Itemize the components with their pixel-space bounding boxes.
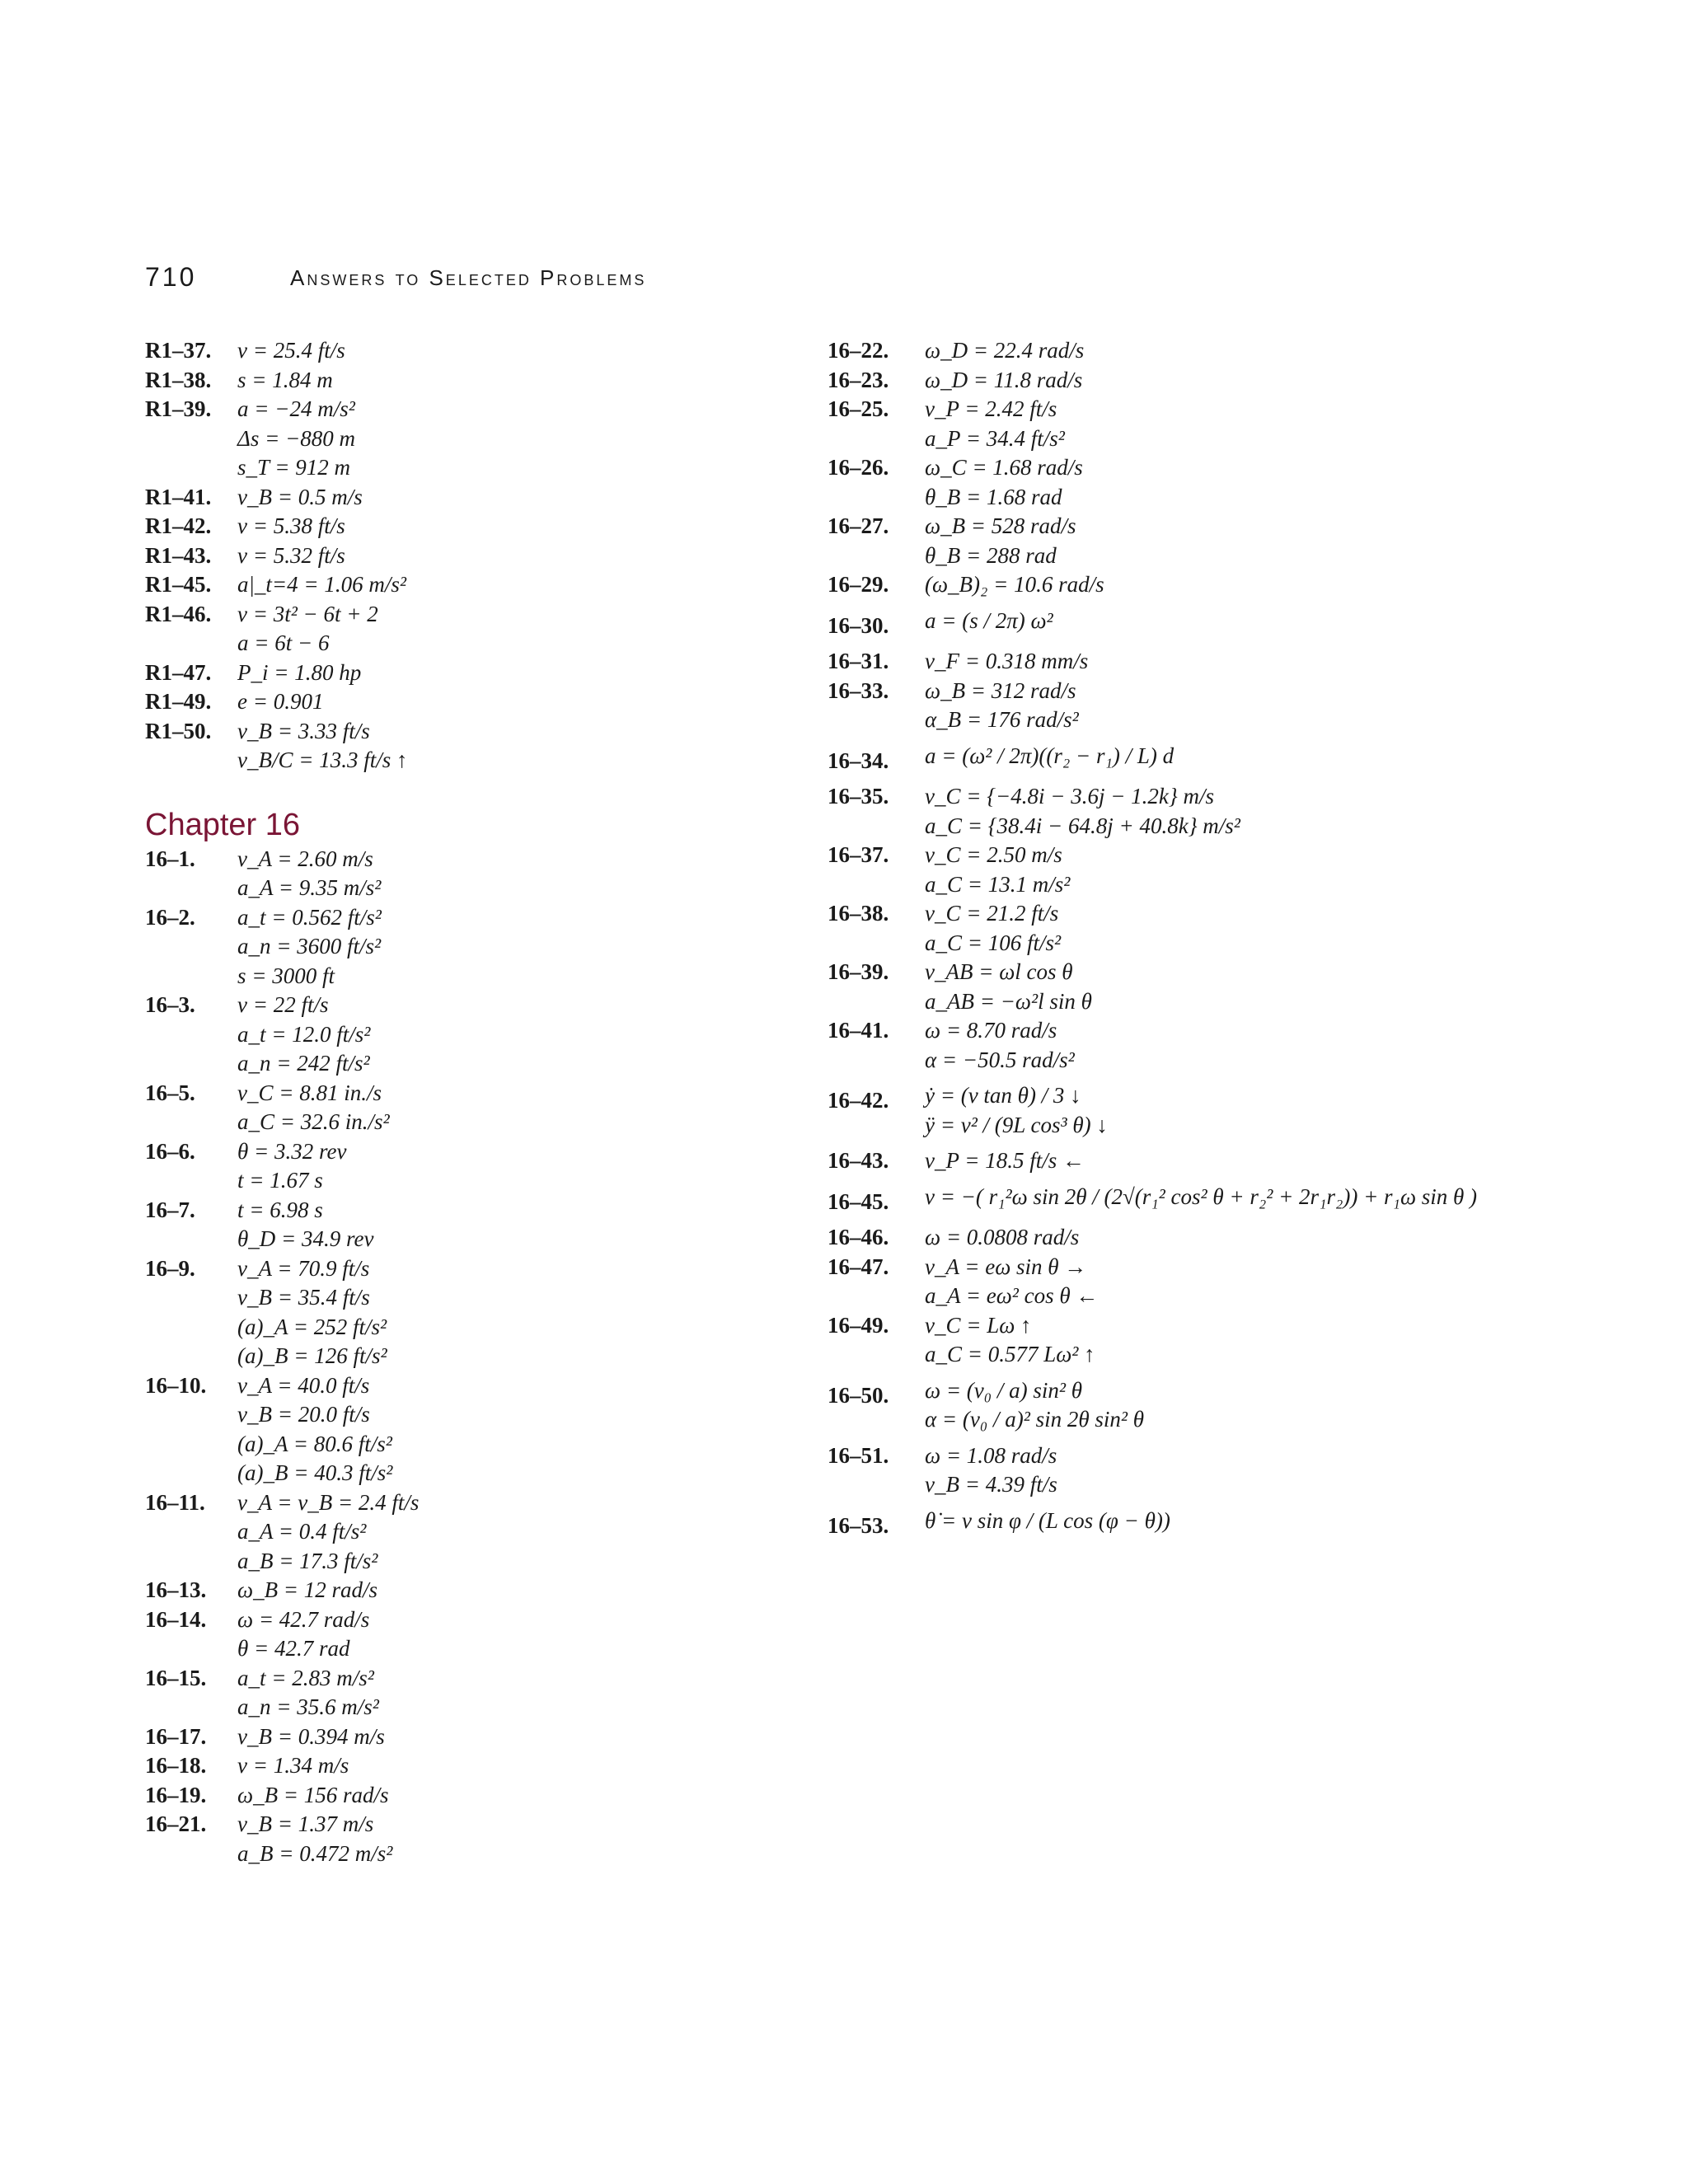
answer-line: v_B = 4.39 ft/s bbox=[925, 1472, 1057, 1497]
answer-line: a_n = 242 ft/s² bbox=[237, 1051, 370, 1076]
answer-lines bbox=[237, 1722, 385, 1752]
answer-line: α = −50.5 rad/s² bbox=[925, 1047, 1075, 1072]
answer-line: θ̇ = v sin φ / (L cos (φ − θ)) bbox=[925, 1507, 1170, 1533]
answer-lines bbox=[925, 453, 1083, 512]
answer-line: a_n = 35.6 m/s² bbox=[237, 1694, 379, 1719]
answer-entry bbox=[828, 336, 1545, 366]
answer-lines bbox=[237, 395, 355, 483]
answer-list-right bbox=[828, 336, 1545, 1547]
answer-line: t = 6.98 s bbox=[237, 1197, 323, 1222]
answer-line: α = (v₀ / a)² sin 2θ sin² θ bbox=[925, 1407, 1144, 1432]
page-number: 710 bbox=[145, 262, 197, 292]
problem-number: 16–53. bbox=[828, 1512, 889, 1538]
answer-entry bbox=[145, 600, 788, 658]
answer-lines bbox=[237, 658, 361, 688]
answer-entry bbox=[145, 366, 788, 396]
answer-lines bbox=[237, 1781, 389, 1811]
answer-line: θ = 42.7 rad bbox=[237, 1636, 350, 1661]
problem-number: 16–21. bbox=[145, 1811, 207, 1836]
answer-lines bbox=[925, 607, 1053, 636]
answer-line: P_i = 1.80 hp bbox=[237, 659, 362, 685]
answer-line: a_P = 34.4 ft/s² bbox=[925, 425, 1065, 451]
answer-line: ÿ = v² / (9L cos³ θ) ↓ bbox=[925, 1112, 1108, 1137]
answer-line: a = (ω² / 2π)((r₂ − r₁) / L) d bbox=[925, 743, 1175, 768]
answer-line: v_A = v_B = 2.4 ft/s bbox=[237, 1489, 420, 1515]
answer-line: ω = 1.08 rad/s bbox=[925, 1442, 1057, 1468]
answer-line: v_B = 35.4 ft/s bbox=[237, 1285, 370, 1310]
problem-number: R1–46. bbox=[145, 601, 212, 626]
answer-line: (a)_B = 40.3 ft/s² bbox=[237, 1460, 393, 1485]
answer-entry bbox=[828, 1223, 1545, 1253]
answer-line: a_A = 9.35 m/s² bbox=[237, 875, 382, 900]
answer-lines bbox=[925, 1146, 1085, 1176]
answer-entry bbox=[145, 687, 788, 717]
answer-entry bbox=[828, 512, 1545, 570]
answer-lines bbox=[237, 541, 345, 571]
answer-line: ẏ = (v tan θ) / 3 ↓ bbox=[925, 1083, 1081, 1108]
answer-entry bbox=[145, 570, 788, 600]
problem-number: R1–42. bbox=[145, 513, 212, 538]
answer-entry bbox=[145, 1196, 788, 1254]
answer-lines bbox=[925, 1223, 1079, 1253]
problem-number: 16–37. bbox=[828, 842, 889, 867]
answer-line: α_B = 176 rad/s² bbox=[925, 707, 1079, 732]
answer-lines bbox=[925, 1441, 1057, 1500]
answer-entry bbox=[145, 483, 788, 513]
answer-line: θ_D = 34.9 rev bbox=[237, 1226, 374, 1251]
problem-number: 16–9. bbox=[145, 1255, 195, 1281]
answer-entry bbox=[828, 1075, 1545, 1146]
answer-entry bbox=[828, 453, 1545, 512]
answer-line: v = −( r₁²ω sin 2θ / (2√(r₁² cos² θ + r₂² + 2r₁r₂)) + r₁ω sin θ ) bbox=[925, 1183, 1478, 1209]
answer-line: v = 22 ft/s bbox=[237, 992, 329, 1017]
left-column bbox=[145, 336, 788, 1868]
answer-entry bbox=[828, 782, 1545, 841]
answer-lines bbox=[925, 899, 1061, 958]
problem-number: R1–41. bbox=[145, 484, 212, 509]
answer-lines bbox=[237, 991, 370, 1079]
answer-entry bbox=[828, 366, 1545, 396]
answer-lines bbox=[925, 742, 1174, 771]
answer-lines bbox=[237, 1371, 392, 1488]
answer-entry bbox=[828, 677, 1545, 735]
answer-lines bbox=[925, 1507, 1170, 1536]
problem-number: 16–39. bbox=[828, 959, 889, 984]
answer-line: a_t = 0.562 ft/s² bbox=[237, 904, 382, 930]
answer-entry bbox=[145, 1722, 788, 1752]
answer-entry bbox=[145, 1605, 788, 1664]
answer-entry bbox=[828, 735, 1545, 783]
problem-number: 16–31. bbox=[828, 649, 889, 673]
answer-entry bbox=[145, 903, 788, 991]
problem-number: 16–50. bbox=[828, 1382, 889, 1408]
answer-line: a_B = 17.3 ft/s² bbox=[237, 1548, 378, 1573]
answer-line: v_AB = ωl cos θ bbox=[925, 959, 1073, 984]
answer-line: s = 1.84 m bbox=[237, 367, 333, 392]
problem-number: 16–14. bbox=[145, 1606, 207, 1632]
answer-entry bbox=[145, 336, 788, 366]
answer-line: ω = 8.70 rad/s bbox=[925, 1018, 1057, 1043]
answer-entry bbox=[145, 717, 788, 776]
answer-lines bbox=[925, 647, 1088, 677]
answer-lines bbox=[237, 845, 381, 903]
answer-lines bbox=[925, 1183, 1477, 1212]
answer-lines bbox=[237, 1254, 387, 1371]
problem-number: R1–37. bbox=[145, 338, 212, 363]
answer-entry bbox=[145, 845, 788, 903]
answer-entry bbox=[828, 1441, 1545, 1500]
answer-lines bbox=[237, 483, 363, 513]
answer-line: v_C = 8.81 in./s bbox=[237, 1080, 382, 1105]
answer-entry bbox=[828, 395, 1545, 453]
answer-list-after bbox=[145, 845, 788, 1869]
answer-lines bbox=[237, 1751, 349, 1781]
answer-lines bbox=[237, 600, 378, 658]
answer-entry bbox=[828, 647, 1545, 677]
answer-line: ω_B = 528 rad/s bbox=[925, 513, 1076, 538]
problem-number: 16–5. bbox=[145, 1080, 195, 1105]
problem-number: 16–19. bbox=[145, 1782, 207, 1807]
answer-entry bbox=[828, 1016, 1545, 1075]
answer-line: ω = (v₀ / a) sin² θ bbox=[925, 1377, 1083, 1403]
answer-line: v = 5.32 ft/s bbox=[237, 542, 345, 568]
answer-line: a_C = {38.4i − 64.8j + 40.8k} m/s² bbox=[925, 813, 1240, 838]
answer-lines bbox=[237, 1488, 419, 1577]
answer-lines bbox=[925, 958, 1092, 1016]
answer-lines bbox=[925, 841, 1070, 899]
answer-line: a = (s / 2π) ω² bbox=[925, 607, 1053, 633]
answer-line: ω = 0.0808 rad/s bbox=[925, 1225, 1080, 1249]
problem-number: 16–33. bbox=[828, 677, 889, 703]
answer-line: e = 0.901 bbox=[237, 689, 324, 714]
problem-number: 16–13. bbox=[145, 1577, 207, 1602]
answer-line: v_A = 70.9 ft/s bbox=[237, 1255, 370, 1281]
answer-line: t = 1.67 s bbox=[237, 1168, 323, 1193]
answer-line: ω_D = 11.8 rad/s bbox=[925, 367, 1083, 392]
answer-lines bbox=[925, 395, 1065, 453]
answer-lines bbox=[237, 1664, 379, 1722]
answer-entry bbox=[145, 1079, 788, 1137]
answer-line: (ω_B)₂ = 10.6 rad/s bbox=[925, 572, 1104, 597]
problem-number: 16–11. bbox=[145, 1489, 205, 1515]
answer-line: θ_B = 288 rad bbox=[925, 542, 1057, 568]
answer-lines bbox=[237, 1810, 392, 1868]
answer-line: v_A = eω sin θ → bbox=[925, 1254, 1087, 1279]
answer-line: ω_C = 1.68 rad/s bbox=[925, 455, 1083, 480]
problem-number: 16–2. bbox=[145, 904, 195, 930]
answer-entry bbox=[828, 570, 1545, 600]
answer-lines bbox=[925, 782, 1240, 841]
problem-number: 16–22. bbox=[828, 338, 889, 363]
problem-number: 16–1. bbox=[145, 846, 195, 871]
answer-lines bbox=[237, 512, 345, 541]
answer-lines bbox=[925, 1253, 1098, 1311]
problem-number: 16–46. bbox=[828, 1225, 889, 1249]
answer-line: a_t = 12.0 ft/s² bbox=[237, 1021, 371, 1047]
answer-line: v_C = {−4.8i − 3.6j − 1.2k} m/s bbox=[925, 784, 1214, 808]
answer-line: ω = 42.7 rad/s bbox=[237, 1606, 370, 1632]
problem-number: 16–17. bbox=[145, 1723, 207, 1749]
answer-line: ω_B = 312 rad/s bbox=[925, 677, 1076, 703]
answer-line: (a)_B = 126 ft/s² bbox=[237, 1343, 387, 1368]
answer-line: v_C = 21.2 ft/s bbox=[925, 901, 1059, 926]
problem-number: 16–49. bbox=[828, 1312, 889, 1338]
answer-line: v_P = 2.42 ft/s bbox=[925, 396, 1057, 421]
right-column bbox=[828, 336, 1545, 1547]
answer-line: a_A = 0.4 ft/s² bbox=[237, 1519, 367, 1544]
answer-lines bbox=[237, 1196, 373, 1254]
answer-line: s = 3000 ft bbox=[237, 963, 335, 988]
answer-line: a = −24 m/s² bbox=[237, 396, 355, 421]
answer-entry bbox=[145, 512, 788, 541]
answer-entry bbox=[145, 658, 788, 688]
answer-line: v_P = 18.5 ft/s ← bbox=[925, 1148, 1085, 1173]
answer-line: ω_B = 156 rad/s bbox=[237, 1782, 389, 1807]
problem-number: 16–27. bbox=[828, 513, 889, 538]
answer-entry bbox=[145, 1751, 788, 1781]
answer-entry bbox=[828, 899, 1545, 958]
answer-line: a|_t=4 = 1.06 m/s² bbox=[237, 572, 406, 597]
problem-number: 16–47. bbox=[828, 1254, 889, 1279]
answer-entry bbox=[145, 1810, 788, 1868]
answer-entry bbox=[145, 395, 788, 483]
answer-lines bbox=[925, 570, 1104, 600]
answer-entry bbox=[145, 1576, 788, 1605]
answer-line: a_C = 13.1 m/s² bbox=[925, 871, 1071, 897]
problem-number: 16–41. bbox=[828, 1018, 889, 1043]
problem-number: 16–26. bbox=[828, 455, 889, 480]
answer-list-before bbox=[145, 336, 788, 776]
answer-line: v_A = 40.0 ft/s bbox=[237, 1372, 370, 1398]
running-head: Answers to Selected Problems bbox=[290, 265, 647, 290]
problem-number: 16–29. bbox=[828, 572, 889, 597]
answer-entry bbox=[828, 1370, 1545, 1441]
problem-number: 16–45. bbox=[828, 1188, 889, 1214]
answer-line: v_C = 2.50 m/s bbox=[925, 842, 1062, 867]
answer-line: v_B = 1.37 m/s bbox=[237, 1811, 374, 1836]
problem-number: 16–15. bbox=[145, 1665, 207, 1690]
problem-number: R1–38. bbox=[145, 367, 212, 392]
answer-line: ω_B = 12 rad/s bbox=[237, 1577, 378, 1602]
answer-line: θ_B = 1.68 rad bbox=[925, 484, 1062, 509]
answer-entry bbox=[145, 541, 788, 571]
answer-entry bbox=[145, 1781, 788, 1811]
answer-entry bbox=[145, 1664, 788, 1722]
problem-number: 16–38. bbox=[828, 901, 889, 926]
answer-lines bbox=[237, 687, 323, 717]
answer-lines bbox=[237, 1605, 369, 1664]
answer-entry bbox=[828, 1253, 1545, 1311]
answer-entry bbox=[145, 1254, 788, 1371]
problem-number: R1–49. bbox=[145, 689, 212, 714]
answer-line: v_B = 3.33 ft/s bbox=[237, 718, 370, 743]
answer-line: v_B = 0.5 m/s bbox=[237, 484, 363, 509]
answer-lines bbox=[237, 336, 345, 366]
answer-line: a_A = eω² cos θ ← bbox=[925, 1283, 1099, 1308]
answer-entry bbox=[145, 1488, 788, 1577]
problem-number: 16–42. bbox=[828, 1088, 889, 1113]
answer-entry bbox=[828, 958, 1545, 1016]
problem-number: 16–43. bbox=[828, 1148, 889, 1173]
answer-line: a_B = 0.472 m/s² bbox=[237, 1840, 393, 1866]
answer-lines bbox=[925, 336, 1084, 366]
answer-line: v = 3t² − 6t + 2 bbox=[237, 601, 378, 626]
problem-number: R1–39. bbox=[145, 396, 212, 421]
answer-lines bbox=[925, 1376, 1144, 1435]
answer-lines bbox=[925, 366, 1082, 396]
answer-lines bbox=[237, 1137, 346, 1196]
answer-lines bbox=[237, 1576, 377, 1605]
answer-line: v_B = 0.394 m/s bbox=[237, 1723, 385, 1749]
answer-entry bbox=[828, 1146, 1545, 1176]
answer-entry bbox=[145, 991, 788, 1079]
answer-lines bbox=[925, 512, 1076, 570]
answer-line: (a)_A = 80.6 ft/s² bbox=[237, 1431, 392, 1456]
answer-line: a_t = 2.83 m/s² bbox=[237, 1665, 374, 1690]
answer-lines bbox=[925, 1081, 1108, 1140]
answer-entry bbox=[828, 1311, 1545, 1370]
problem-number: R1–45. bbox=[145, 572, 212, 597]
answer-line: Δs = −880 m bbox=[237, 425, 356, 451]
problem-number: 16–51. bbox=[828, 1442, 889, 1468]
answer-line: v = 25.4 ft/s bbox=[237, 338, 345, 363]
answer-line: θ = 3.32 rev bbox=[237, 1138, 347, 1164]
answer-lines bbox=[237, 903, 382, 991]
answer-lines bbox=[237, 366, 333, 396]
answer-line: s_T = 912 m bbox=[237, 455, 351, 480]
problem-number: 16–30. bbox=[828, 612, 889, 638]
problem-number: 16–34. bbox=[828, 748, 889, 773]
answer-line: a_C = 32.6 in./s² bbox=[237, 1109, 390, 1134]
problem-number: 16–7. bbox=[145, 1197, 195, 1222]
answer-lines bbox=[237, 570, 406, 600]
problem-number: 16–25. bbox=[828, 396, 889, 421]
answer-line: v = 5.38 ft/s bbox=[237, 513, 345, 538]
answer-lines bbox=[237, 1079, 390, 1137]
answer-line: a_n = 3600 ft/s² bbox=[237, 934, 382, 958]
problem-number: 16–10. bbox=[145, 1372, 207, 1398]
answer-lines bbox=[925, 1311, 1095, 1370]
answer-line: v_C = Lω ↑ bbox=[925, 1312, 1032, 1338]
answer-line: v = 1.34 m/s bbox=[237, 1753, 349, 1778]
answer-line: v_B = 20.0 ft/s bbox=[237, 1402, 370, 1427]
answer-lines bbox=[925, 1016, 1075, 1075]
answer-line: a = 6t − 6 bbox=[237, 630, 330, 655]
answer-line: a_AB = −ω²l sin θ bbox=[925, 988, 1092, 1014]
problem-number: 16–23. bbox=[828, 367, 889, 392]
answer-entry bbox=[145, 1137, 788, 1196]
answer-entry bbox=[145, 1371, 788, 1488]
answer-lines bbox=[237, 717, 407, 776]
answer-line: a_C = 106 ft/s² bbox=[925, 930, 1062, 955]
problem-number: 16–6. bbox=[145, 1138, 195, 1164]
answer-entry bbox=[828, 841, 1545, 899]
problem-number: R1–47. bbox=[145, 659, 212, 685]
problem-number: R1–50. bbox=[145, 718, 212, 743]
problem-number: 16–18. bbox=[145, 1753, 207, 1778]
answer-line: (a)_A = 252 ft/s² bbox=[237, 1314, 387, 1339]
answer-line: v_B/C = 13.3 ft/s ↑ bbox=[237, 748, 408, 772]
answer-entry bbox=[828, 1500, 1545, 1548]
answer-entry bbox=[828, 600, 1545, 648]
answer-line: v_F = 0.318 mm/s bbox=[925, 649, 1089, 673]
answer-lines bbox=[925, 677, 1079, 735]
chapter-heading: Chapter 16 bbox=[145, 807, 301, 842]
answer-line: v_A = 2.60 m/s bbox=[237, 846, 373, 871]
answer-line: ω_D = 22.4 rad/s bbox=[925, 338, 1085, 363]
answer-line: a_C = 0.577 Lω² ↑ bbox=[925, 1342, 1095, 1366]
problem-number: 16–3. bbox=[145, 992, 195, 1017]
answer-entry bbox=[828, 1176, 1545, 1224]
problem-number: R1–43. bbox=[145, 542, 212, 568]
problem-number: 16–35. bbox=[828, 784, 889, 808]
